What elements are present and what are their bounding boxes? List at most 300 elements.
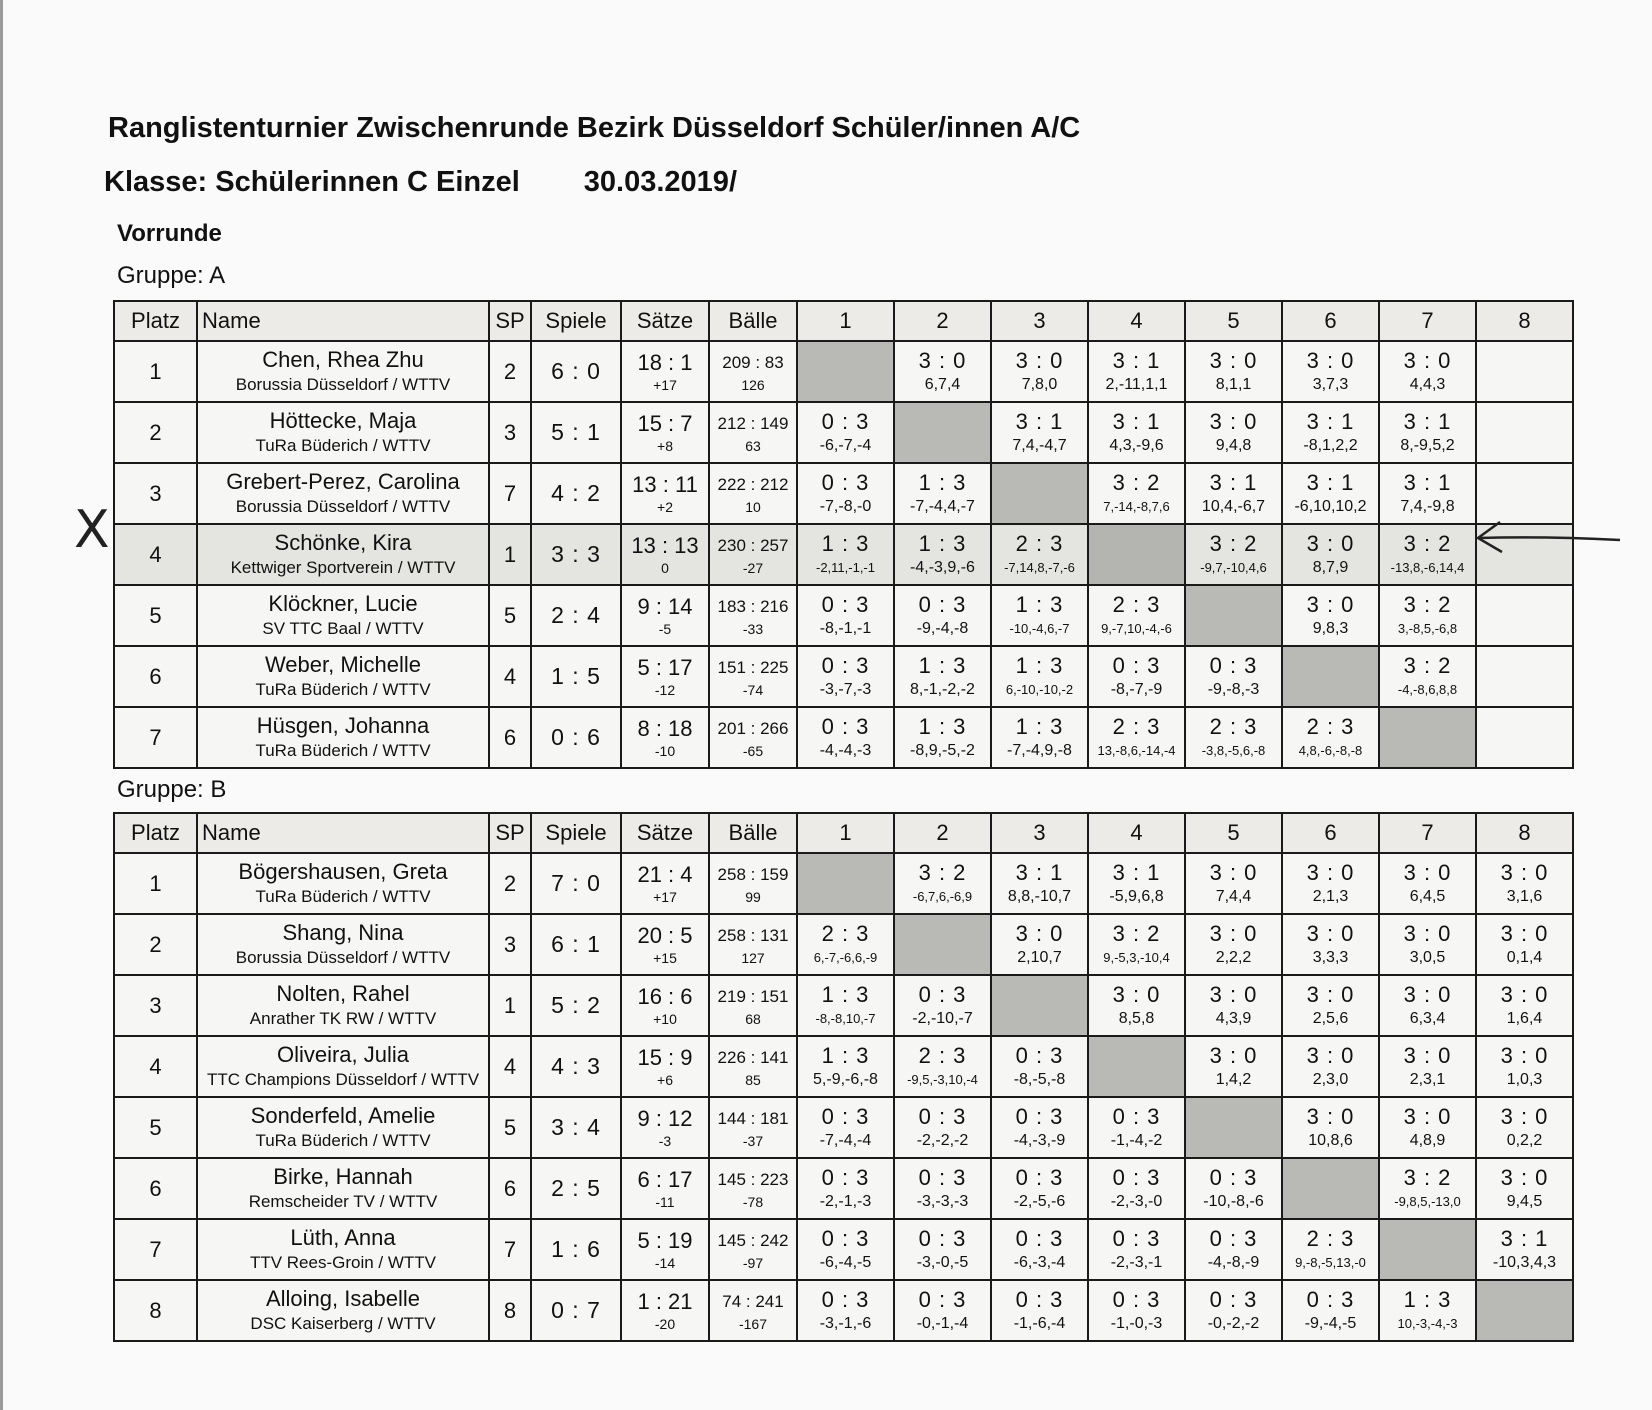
page-edge <box>0 0 3 1410</box>
result-cell <box>1185 1219 1282 1280</box>
result-cell <box>797 646 894 707</box>
set-scores: 1,0,3 <box>1506 1070 1543 1088</box>
result-cell <box>991 914 1088 975</box>
match-score: 3 : 1 <box>1306 469 1355 495</box>
platz-cell: 8 <box>114 1280 197 1341</box>
match-score: 0 : 3 <box>918 1103 967 1129</box>
player-cell <box>197 524 489 585</box>
set-scores: 9,-7,10,-4,-6 <box>1101 620 1172 636</box>
player-cell <box>197 402 489 463</box>
set-scores: 10,-3,-4,-3 <box>1397 1315 1458 1331</box>
match-score: 3 : 0 <box>1209 1042 1258 1068</box>
result-cell <box>1379 975 1476 1036</box>
match-score: 3 : 2 <box>1403 1164 1452 1190</box>
platz-cell: 2 <box>114 914 197 975</box>
set-scores: -7,-4,9,-8 <box>1007 741 1072 759</box>
result-cell <box>991 1036 1088 1097</box>
baelle-diff: -37 <box>742 1132 764 1149</box>
player-club: TTV Rees-Groin / WTTV <box>249 1253 437 1272</box>
match-score: 3 : 0 <box>1500 1103 1549 1129</box>
header-opponent-5: 5 <box>1185 301 1282 341</box>
result-cell <box>894 853 991 914</box>
saetze-diff: +17 <box>653 376 677 393</box>
result-cell <box>894 1097 991 1158</box>
player-cell <box>197 1036 489 1097</box>
match-score: 2 : 3 <box>918 1042 967 1068</box>
baelle-cell <box>709 853 797 914</box>
baelle-diff: 85 <box>745 1071 761 1088</box>
result-cell <box>1088 1219 1185 1280</box>
header-opponent-1: 1 <box>797 813 894 853</box>
saetze-cell <box>621 914 709 975</box>
saetze-cell <box>621 402 709 463</box>
saetze-cell <box>621 707 709 768</box>
baelle-diff: -74 <box>742 681 764 698</box>
player-name: Alloing, Isabelle <box>265 1286 421 1311</box>
set-scores: 3,-8,5,-6,8 <box>1397 620 1458 636</box>
result-cell <box>1379 853 1476 914</box>
set-scores: -3,-0,-5 <box>916 1253 969 1271</box>
spiele-cell: 3 : 3 <box>531 524 621 585</box>
saetze-cell <box>621 1280 709 1341</box>
match-score: 1 : 3 <box>821 530 870 556</box>
baelle-cell <box>709 524 797 585</box>
set-scores: 7,-14,-8,7,6 <box>1103 498 1170 514</box>
match-score: 1 : 3 <box>918 713 967 739</box>
set-scores: 7,4,4 <box>1215 887 1252 905</box>
result-cell <box>797 402 894 463</box>
sp-cell: 7 <box>489 1219 531 1280</box>
platz-cell: 5 <box>114 1097 197 1158</box>
set-scores: 1,6,4 <box>1506 1009 1543 1027</box>
set-scores: -4,-3,-9 <box>1013 1131 1066 1149</box>
result-cell <box>1088 463 1185 524</box>
header-opponent-4: 4 <box>1088 301 1185 341</box>
set-scores: 7,8,0 <box>1021 375 1058 393</box>
saetze-value: 21 : 4 <box>637 861 693 887</box>
player-club: TTC Champions Düsseldorf / WTTV <box>206 1070 480 1089</box>
match-score: 3 : 1 <box>1112 408 1161 434</box>
spiele-cell: 5 : 1 <box>531 402 621 463</box>
baelle-value: 209 : 83 <box>722 352 784 372</box>
result-cell <box>894 585 991 646</box>
result-cell <box>1282 463 1379 524</box>
match-score: 2 : 3 <box>1306 1225 1355 1251</box>
set-scores: -3,8,-5,6,-8 <box>1201 742 1266 758</box>
set-scores: -1,-0,-3 <box>1110 1314 1163 1332</box>
result-cell <box>797 585 894 646</box>
result-cell <box>1282 975 1379 1036</box>
player-name: Grebert-Perez, Carolina <box>226 469 460 494</box>
set-scores: 4,8,-6,-8,-8 <box>1298 742 1363 758</box>
saetze-cell <box>621 524 709 585</box>
set-scores: 2,2,2 <box>1215 948 1252 966</box>
saetze-value: 18 : 1 <box>637 349 693 375</box>
spiele-cell: 1 : 6 <box>531 1219 621 1280</box>
result-cell <box>894 1036 991 1097</box>
result-cell <box>1476 1158 1573 1219</box>
set-scores: -2,-2,-2 <box>916 1131 969 1149</box>
header-name: Name <box>197 813 489 853</box>
player-cell <box>197 585 489 646</box>
set-scores: -10,-4,6,-7 <box>1009 620 1070 636</box>
result-cell <box>1185 402 1282 463</box>
header-row <box>114 813 1573 853</box>
baelle-diff: 99 <box>745 888 761 905</box>
player-cell <box>197 914 489 975</box>
baelle-diff: 63 <box>745 437 761 454</box>
self-match-cell <box>1379 707 1476 768</box>
match-score: 3 : 2 <box>1403 530 1452 556</box>
self-match-cell <box>1379 1219 1476 1280</box>
set-scores: -0,-2,-2 <box>1207 1314 1260 1332</box>
player-cell <box>197 1097 489 1158</box>
set-scores: 5,-9,-6,-8 <box>813 1070 878 1088</box>
set-scores: 6,-7,-6,6,-9 <box>813 949 878 965</box>
set-scores: 2,10,7 <box>1017 948 1062 966</box>
set-scores: 3,0,5 <box>1409 948 1446 966</box>
baelle-value: 144 : 181 <box>717 1108 789 1128</box>
result-cell <box>797 1097 894 1158</box>
document-title: Ranglistenturnier Zwischenrunde Bezirk Düsseldorf Schüler/innen A/C <box>108 112 1081 144</box>
result-cell <box>1476 975 1573 1036</box>
result-cell <box>1476 585 1573 646</box>
baelle-value: 219 : 151 <box>717 986 789 1006</box>
match-score: 3 : 1 <box>1209 469 1258 495</box>
result-cell <box>797 463 894 524</box>
result-cell <box>1379 341 1476 402</box>
result-cell <box>1088 402 1185 463</box>
set-scores: -8,-7,-9 <box>1110 680 1163 698</box>
match-score: 0 : 3 <box>1112 1225 1161 1251</box>
result-cell <box>1282 914 1379 975</box>
saetze-cell <box>621 1158 709 1219</box>
header-platz: Platz <box>114 813 197 853</box>
baelle-value: 151 : 225 <box>717 657 789 677</box>
baelle-cell <box>709 1097 797 1158</box>
player-club: TuRa Büderich / WTTV <box>255 1131 431 1150</box>
set-scores: 8,1,1 <box>1215 375 1252 393</box>
result-cell <box>894 1219 991 1280</box>
result-cell <box>1282 1219 1379 1280</box>
player-club: Borussia Düsseldorf / WTTV <box>235 375 451 394</box>
sp-cell: 6 <box>489 1158 531 1219</box>
saetze-diff: -14 <box>654 1254 676 1271</box>
set-scores: -9,-4,-5 <box>1304 1314 1357 1332</box>
result-cell <box>991 1280 1088 1341</box>
match-score: 3 : 1 <box>1015 408 1064 434</box>
result-cell <box>797 914 894 975</box>
match-score: 1 : 3 <box>1015 652 1064 678</box>
result-cell <box>894 975 991 1036</box>
set-scores: -9,5,-3,10,-4 <box>907 1071 978 1087</box>
result-cell <box>991 1158 1088 1219</box>
match-score: 3 : 1 <box>1015 859 1064 885</box>
match-score: 3 : 2 <box>1209 530 1258 556</box>
match-score: 0 : 3 <box>1015 1225 1064 1251</box>
saetze-value: 9 : 12 <box>637 1105 693 1131</box>
saetze-diff: -20 <box>654 1315 676 1332</box>
player-name: Sonderfeld, Amelie <box>250 1103 436 1128</box>
set-scores: -9,-8,-3 <box>1207 680 1260 698</box>
set-scores: 4,8,9 <box>1409 1131 1446 1149</box>
result-cell <box>1476 1036 1573 1097</box>
match-score: 3 : 0 <box>1403 1103 1452 1129</box>
match-score: 0 : 3 <box>821 1225 870 1251</box>
set-scores: 0,2,2 <box>1506 1131 1543 1149</box>
sp-cell: 6 <box>489 707 531 768</box>
sp-cell: 5 <box>489 1097 531 1158</box>
result-cell <box>1185 463 1282 524</box>
self-match-cell <box>894 914 991 975</box>
result-cell <box>1088 914 1185 975</box>
set-scores: 8,-9,5,2 <box>1400 436 1455 454</box>
baelle-value: 222 : 212 <box>717 474 789 494</box>
match-score: 3 : 0 <box>1403 981 1452 1007</box>
group-a-label: Gruppe: A <box>117 262 226 289</box>
result-cell <box>797 1036 894 1097</box>
set-scores: 3,1,6 <box>1506 887 1543 905</box>
self-match-cell <box>1088 524 1185 585</box>
match-score: 1 : 3 <box>1403 1286 1452 1312</box>
set-scores: -10,-8,-6 <box>1203 1192 1264 1210</box>
platz-cell: 4 <box>114 524 197 585</box>
set-scores: 10,4,-6,7 <box>1201 497 1266 515</box>
saetze-value: 13 : 11 <box>632 471 698 497</box>
sp-cell: 2 <box>489 853 531 914</box>
saetze-diff: +15 <box>653 949 677 966</box>
set-scores: -8,-5,-8 <box>1013 1070 1066 1088</box>
player-cell <box>197 975 489 1036</box>
match-score: 3 : 1 <box>1500 1225 1549 1251</box>
saetze-diff: -5 <box>658 620 672 637</box>
header-saetze: Sätze <box>621 301 709 341</box>
set-scores: -6,7,6,-6,9 <box>912 888 973 904</box>
baelle-diff: -27 <box>742 559 764 576</box>
header-opponent-6: 6 <box>1282 301 1379 341</box>
handwritten-x-mark: X <box>74 500 110 560</box>
sp-cell: 7 <box>489 463 531 524</box>
result-cell <box>797 707 894 768</box>
match-score: 0 : 3 <box>1015 1103 1064 1129</box>
set-scores: 3,3,3 <box>1312 948 1349 966</box>
player-cell <box>197 646 489 707</box>
header-saetze: Sätze <box>621 813 709 853</box>
result-cell <box>1379 914 1476 975</box>
baelle-value: 258 : 159 <box>717 864 789 884</box>
match-score: 3 : 0 <box>1500 920 1549 946</box>
spiele-cell: 6 : 1 <box>531 914 621 975</box>
saetze-diff: 0 <box>661 559 669 576</box>
match-score: 3 : 0 <box>1306 1042 1355 1068</box>
match-score: 3 : 0 <box>1306 859 1355 885</box>
result-cell <box>1088 707 1185 768</box>
platz-cell: 7 <box>114 1219 197 1280</box>
baelle-cell <box>709 707 797 768</box>
platz-cell: 6 <box>114 1158 197 1219</box>
player-name: Nolten, Rahel <box>276 981 410 1006</box>
player-cell <box>197 341 489 402</box>
header-baelle: Bälle <box>709 301 797 341</box>
player-club: DSC Kaiserberg / WTTV <box>250 1314 436 1333</box>
result-cell <box>1088 341 1185 402</box>
match-score: 0 : 3 <box>1306 1286 1355 1312</box>
set-scores: -1,-6,-4 <box>1013 1314 1066 1332</box>
set-scores: 2,5,6 <box>1312 1009 1349 1027</box>
set-scores: -8,-1,-1 <box>819 619 872 637</box>
class-label: Klasse: Schülerinnen C Einzel <box>104 166 520 198</box>
saetze-cell <box>621 1219 709 1280</box>
baelle-cell <box>709 341 797 402</box>
match-score: 3 : 2 <box>1112 469 1161 495</box>
match-score: 0 : 3 <box>821 1103 870 1129</box>
set-scores: 9,4,8 <box>1215 436 1252 454</box>
match-score: 3 : 0 <box>1403 347 1452 373</box>
result-cell <box>1088 975 1185 1036</box>
saetze-value: 1 : 21 <box>637 1288 693 1314</box>
header-opponent-8: 8 <box>1476 301 1573 341</box>
set-scores: 7,4,-9,8 <box>1400 497 1455 515</box>
baelle-diff: -97 <box>742 1254 764 1271</box>
player-name: Höttecke, Maja <box>269 408 417 433</box>
baelle-cell <box>709 646 797 707</box>
header-opponent-6: 6 <box>1282 813 1379 853</box>
match-score: 1 : 3 <box>821 981 870 1007</box>
match-score: 2 : 3 <box>1209 713 1258 739</box>
result-cell <box>1476 853 1573 914</box>
result-cell <box>1185 914 1282 975</box>
result-cell <box>1379 1158 1476 1219</box>
saetze-value: 5 : 17 <box>637 654 693 680</box>
result-cell <box>1088 646 1185 707</box>
match-score: 2 : 3 <box>1112 591 1161 617</box>
set-scores: -3,-1,-6 <box>819 1314 872 1332</box>
header-opponent-7: 7 <box>1379 813 1476 853</box>
result-cell <box>1379 585 1476 646</box>
result-cell <box>1088 1280 1185 1341</box>
match-score: 0 : 3 <box>1209 1225 1258 1251</box>
result-cell <box>894 341 991 402</box>
player-club: Remscheider TV / WTTV <box>248 1192 438 1211</box>
player-club: TuRa Büderich / WTTV <box>255 741 431 760</box>
set-scores: -6,-4,-5 <box>819 1253 872 1271</box>
baelle-value: 226 : 141 <box>717 1047 789 1067</box>
table-row <box>114 646 1573 707</box>
header-opponent-8: 8 <box>1476 813 1573 853</box>
self-match-cell <box>1282 646 1379 707</box>
spiele-cell: 3 : 4 <box>531 1097 621 1158</box>
result-cell <box>1379 1280 1476 1341</box>
match-score: 1 : 3 <box>918 652 967 678</box>
header-spiele: Spiele <box>531 301 621 341</box>
result-cell <box>1282 524 1379 585</box>
header-opponent-3: 3 <box>991 301 1088 341</box>
match-score: 3 : 0 <box>1306 591 1355 617</box>
platz-cell: 3 <box>114 975 197 1036</box>
platz-cell: 4 <box>114 1036 197 1097</box>
player-name: Klöckner, Lucie <box>268 591 418 616</box>
header-platz: Platz <box>114 301 197 341</box>
match-score: 3 : 0 <box>1112 981 1161 1007</box>
baelle-cell <box>709 1036 797 1097</box>
result-cell <box>1476 402 1573 463</box>
set-scores: 2,3,0 <box>1312 1070 1349 1088</box>
player-name: Weber, Michelle <box>264 652 422 677</box>
result-cell <box>991 524 1088 585</box>
player-club: Anrather TK RW / WTTV <box>249 1009 437 1028</box>
match-score: 2 : 3 <box>1306 713 1355 739</box>
result-cell <box>894 1158 991 1219</box>
saetze-diff: -12 <box>654 681 676 698</box>
match-score: 3 : 2 <box>1403 652 1452 678</box>
result-cell <box>1379 463 1476 524</box>
result-cell <box>1185 853 1282 914</box>
match-score: 3 : 0 <box>918 347 967 373</box>
set-scores: 2,-11,1,1 <box>1105 375 1168 393</box>
player-name: Schönke, Kira <box>274 530 412 555</box>
spiele-cell: 4 : 3 <box>531 1036 621 1097</box>
set-scores: 9,-5,3,-10,4 <box>1103 949 1170 965</box>
baelle-cell <box>709 914 797 975</box>
match-score: 0 : 3 <box>1112 1164 1161 1190</box>
result-cell <box>1282 707 1379 768</box>
baelle-cell <box>709 1280 797 1341</box>
match-score: 3 : 0 <box>1015 347 1064 373</box>
set-scores: 6,-10,-10,-2 <box>1005 681 1074 697</box>
result-cell <box>991 1097 1088 1158</box>
result-cell <box>1282 585 1379 646</box>
table-row <box>114 1036 1573 1097</box>
match-score: 3 : 0 <box>1403 859 1452 885</box>
set-scores: 2,1,3 <box>1312 887 1349 905</box>
header-opponent-5: 5 <box>1185 813 1282 853</box>
sp-cell: 1 <box>489 524 531 585</box>
set-scores: -4,-3,9,-6 <box>910 558 975 576</box>
saetze-diff: +6 <box>657 1071 673 1088</box>
match-score: 3 : 0 <box>1403 920 1452 946</box>
set-scores: 4,3,-9,6 <box>1109 436 1164 454</box>
saetze-diff: +2 <box>657 498 673 515</box>
match-score: 0 : 3 <box>1209 1286 1258 1312</box>
saetze-cell <box>621 341 709 402</box>
set-scores: -9,8,5,-13,0 <box>1394 1193 1461 1209</box>
match-score: 3 : 0 <box>1500 1042 1549 1068</box>
round-label: Vorrunde <box>117 220 222 247</box>
result-cell <box>1282 1280 1379 1341</box>
result-cell <box>991 585 1088 646</box>
result-cell <box>1379 1036 1476 1097</box>
set-scores: 9,8,3 <box>1312 619 1349 637</box>
set-scores: -10,3,4,3 <box>1492 1253 1557 1271</box>
set-scores: 9,-8,-5,13,-0 <box>1295 1254 1366 1270</box>
match-score: 1 : 3 <box>918 469 967 495</box>
match-score: 3 : 0 <box>1306 347 1355 373</box>
match-score: 0 : 3 <box>1209 1164 1258 1190</box>
set-scores: 2,3,1 <box>1409 1070 1446 1088</box>
header-opponent-2: 2 <box>894 813 991 853</box>
match-score: 3 : 0 <box>1209 408 1258 434</box>
class-line <box>104 166 737 199</box>
table-row <box>114 585 1573 646</box>
spiele-cell: 4 : 2 <box>531 463 621 524</box>
set-scores: -6,-3,-4 <box>1013 1253 1066 1271</box>
match-score: 3 : 0 <box>1209 347 1258 373</box>
match-score: 3 : 0 <box>1015 920 1064 946</box>
set-scores: -9,7,-10,4,6 <box>1200 559 1267 575</box>
saetze-value: 8 : 18 <box>637 715 693 741</box>
table-row <box>114 1219 1573 1280</box>
saetze-diff: +17 <box>653 888 677 905</box>
